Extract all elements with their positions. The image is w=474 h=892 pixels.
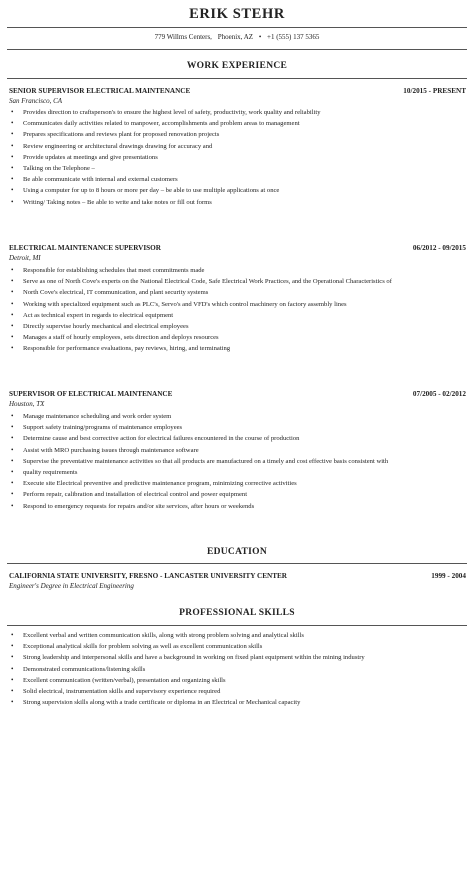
duty-item: • Determine cause and best corrective action for electrical failures encountered in the course of production — [9, 433, 459, 444]
section-title-education: EDUCATION — [206, 547, 268, 557]
job-dates: 10/2015 - PRESENT — [403, 87, 466, 95]
contact-city: Phoenix, AZ — [217, 33, 254, 41]
job-location: San Francisco, CA — [9, 97, 63, 105]
duty-item: • Responsible for performance evaluations, pay reviews, hiring, and terminating — [9, 343, 459, 354]
duty-item: • Review engineering or architectural drawings drawing for accuracy and — [9, 141, 459, 152]
duty-item: • Provide updates at meetings and give presentations — [9, 152, 459, 163]
duty-item: • Talking on the Telephone – — [9, 163, 459, 174]
job-title: ELECTRICAL MAINTENANCE SUPERVISOR — [9, 244, 161, 252]
job-location: Detroit, MI — [9, 254, 41, 262]
contact-phone: +1 (555) 137 5365 — [267, 33, 320, 41]
section-divider — [7, 78, 467, 79]
job-duties-list — [9, 265, 459, 355]
duty-item: • Serve as one of North Cove's experts on the National Electrical Code, Safe Electrical Work Practices, and the Operational Characteristics of — [9, 276, 459, 287]
duty-item: • Working with specialized equipment such as PLC's, Servo's and VFD's which control machinery on factory assembly lines — [9, 299, 459, 310]
section-title-professional-skills: PROFESSIONAL SKILLS — [179, 608, 295, 618]
skill-item: • Exceptional analytical skills for problem solving as well as excellent communication skills — [9, 641, 459, 652]
duty-item: • North Cove's electrical, IT communication, and plant security systems — [9, 287, 459, 298]
skill-item: • Excellent communication (written/verbal), presentation and organizing skills — [9, 675, 459, 686]
skill-item: • Strong supervision skills along with a trade certificate or diploma in an Electrical or Mechanical capacity — [9, 697, 459, 708]
job-duties-list — [9, 411, 459, 512]
section-title-work-experience: WORK EXPERIENCE — [186, 61, 288, 71]
duty-item: • Act as technical expert in regards to electrical equipment — [9, 310, 459, 321]
duty-item: • Perform repair, calibration and installation of electrical control and power equipment — [9, 489, 459, 500]
education-dates: 1999 - 2004 — [431, 572, 466, 580]
skill-item: • Solid electrical, instrumentation skills and supervisory experience required — [9, 686, 459, 697]
header-divider — [7, 27, 467, 28]
degree: Engineer's Degree in Electrical Engineering — [9, 582, 134, 590]
duty-item: • Respond to emergency requests for repairs and/or site services, after hours or weekends — [9, 501, 459, 512]
job-duties-list — [9, 107, 459, 208]
duty-item: • Using a computer for up to 8 hours or more per day – be able to use multiple applications at once — [9, 185, 459, 196]
job-title: SENIOR SUPERVISOR ELECTRICAL MAINTENANCE — [9, 87, 191, 95]
contact-divider — [7, 49, 467, 50]
duty-item: • Support safety training/programs of maintenance employees — [9, 422, 459, 433]
duty-item: • Provides direction to craftsperson's to ensure the highest level of safety, productivity, work quality and reliability — [9, 107, 459, 118]
contact-address: 779 Willms Centers, — [154, 33, 212, 41]
duty-item: • Prepares specifications and reviews plant for proposed renovation projects — [9, 129, 459, 140]
candidate-name: ERIK STEHR — [189, 6, 285, 22]
duty-item: • Directly supervise hourly mechanical and electrical employees — [9, 321, 459, 332]
duty-item: • Manages a staff of hourly employees, sets direction and deploys resources — [9, 332, 459, 343]
skill-item: • Demonstrated communications/listening skills — [9, 664, 459, 675]
duty-item: • Manage maintenance scheduling and work order system — [9, 411, 459, 422]
job-dates: 07/2005 - 02/2012 — [412, 390, 466, 398]
duty-item: • Responsible for establishing schedules that meet commitments made — [9, 265, 459, 276]
job-title: SUPERVISOR OF ELECTRICAL MAINTENANCE — [9, 390, 173, 398]
job-location: Houston, TX — [9, 400, 45, 408]
duty-item: • Writing/ Taking notes – Be able to write and take notes or fill out forms — [9, 197, 459, 208]
school-name: CALIFORNIA STATE UNIVERSITY, FRESNO - LANCASTER UNIVERSITY CENTER — [9, 572, 287, 580]
duty-item: • quality requirements — [9, 467, 459, 478]
duty-item: • Be able communicate with internal and external customers — [9, 174, 459, 185]
skills-list — [9, 630, 459, 708]
job-dates: 06/2012 - 09/2015 — [412, 244, 466, 252]
duty-item: • Assist with MRO purchasing issues through maintenance software — [9, 445, 459, 456]
section-divider — [7, 625, 467, 626]
section-divider — [7, 563, 467, 564]
contact-separator: • — [258, 33, 262, 41]
duty-item: • Communicates daily activities related to manpower, accomplishments and problem areas to management — [9, 118, 459, 129]
skill-item: • Strong leadership and interpersonal skills and have a background in working on fixed plant equipment within the mining industry — [9, 652, 459, 663]
duty-item: • Supervise the preventative maintenance activities so that all products are manufactured on a timely and cost effective basis consistent with — [9, 456, 459, 467]
contact-line — [0, 33, 474, 41]
duty-item: • Execute site Electrical preventive and predictive maintenance program, minimizing corrective activities — [9, 478, 459, 489]
skill-item: • Excellent verbal and written communication skills, along with strong problem solving and analytical skills — [9, 630, 459, 641]
